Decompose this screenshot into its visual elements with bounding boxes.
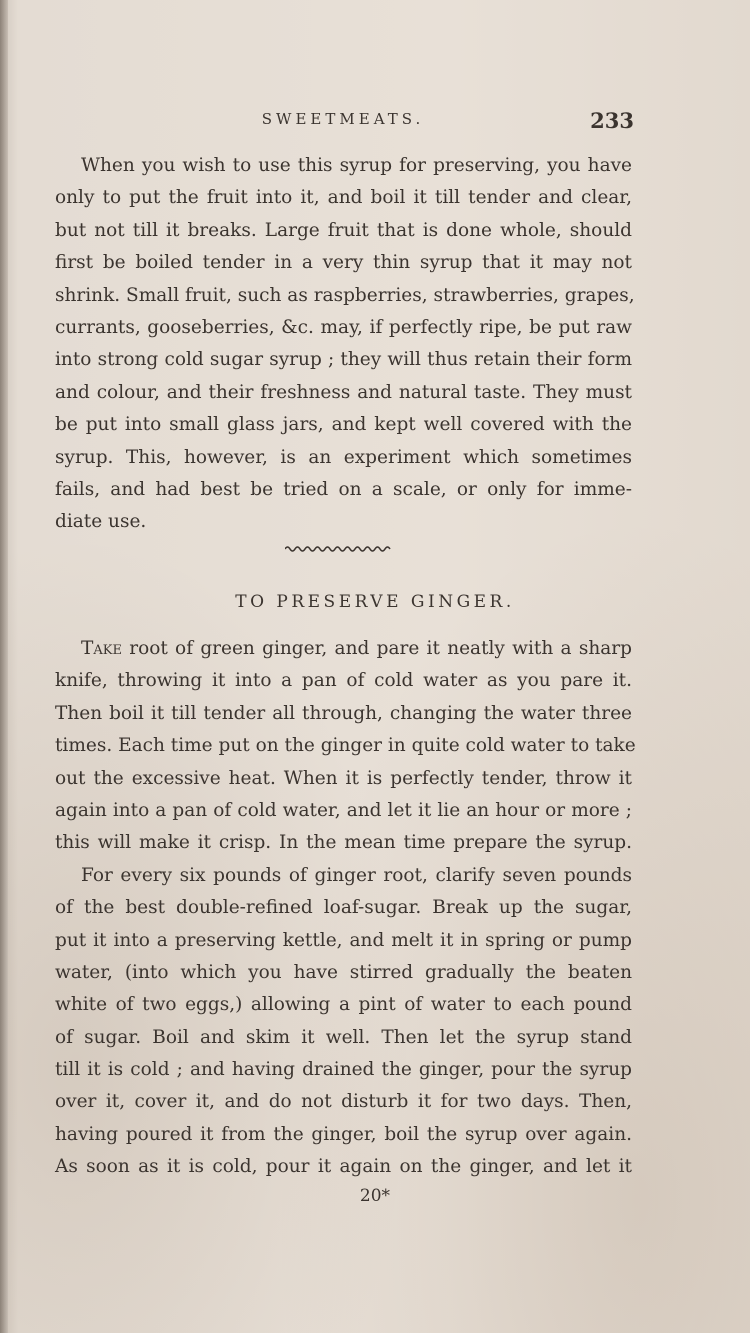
text-line: When you wish to use this syrup for preserving, you have [81, 155, 632, 176]
text-line: again into a pan of cold water, and let it lie an hour or more ; [55, 799, 632, 821]
section-divider-ornament [285, 544, 391, 554]
paragraph-syrup-use [55, 150, 635, 539]
section-title: TO PRESERVE GINGER. [235, 592, 515, 612]
text-line: of sugar. Boil and skim it well. Then let the syrup stand [55, 1026, 632, 1048]
text-line: currants, gooseberries, &c. may, if perfectly ripe, be put raw [55, 316, 632, 338]
text-line: into strong cold sugar syrup ; they will thus retain their form [55, 349, 632, 371]
text-line: Then boil it till tender all through, changing the water three [55, 702, 632, 724]
text-line: but not till it breaks. Large fruit that is done whole, should [55, 219, 632, 241]
signature-mark: 20* [359, 1186, 391, 1206]
text-line: times. Each time put on the ginger in quite cold water to take [55, 735, 636, 757]
text-line: knife, throwing it into a pan of cold water as you pare it. [55, 670, 632, 692]
text-line: shrink. Small fruit, such as raspberries, strawberries, grapes, [55, 284, 635, 306]
text-line: having poured it from the ginger, boil the syrup over again. [55, 1123, 632, 1145]
text-line: fails, and had best be tried on a scale, or only for imme- [55, 478, 632, 500]
text-line: diate use. [55, 511, 147, 533]
text-line: of the best double-refined loaf-sugar. Break up the sugar, [55, 897, 632, 919]
text-line: first be boiled tender in a very thin syrup that it may not [55, 252, 632, 274]
page-header [52, 108, 634, 136]
text-line: this will make it crisp. In the mean time prepare the syrup. [55, 832, 632, 854]
text-line-rest: root of green ginger, and pare it neatly with a sharp [121, 638, 632, 659]
text-line: put it into a preserving kettle, and melt it in spring or pump [55, 929, 632, 951]
text-line: syrup. This, however, is an experiment which sometimes [55, 446, 632, 468]
text-line: out the excessive heat. When it is perfectly tender, throw it [55, 767, 632, 789]
text-line: be put into small glass jars, and kept well covered with the [55, 414, 632, 436]
text-line: till it is cold ; and having drained the ginger, pour the syrup [55, 1059, 632, 1081]
text-line: white of two eggs,) allowing a pint of water to each pound [55, 994, 632, 1016]
text-line: water, (into which you have stirred gradually the beaten [55, 961, 632, 983]
page-number: 233 [590, 108, 634, 133]
text-line: over it, cover it, and do not disturb it for two days. Then, [55, 1091, 632, 1113]
text-line: As soon as it is cold, pour it again on the ginger, and let it [55, 1156, 632, 1178]
running-head: SWEETMEATS. [261, 110, 425, 128]
drop-word: Take [81, 638, 122, 659]
text-line: and colour, and their freshness and natural taste. They must [55, 381, 632, 403]
text-line [55, 633, 632, 665]
paragraph-ginger-preparation [55, 633, 636, 1184]
text-line: only to put the fruit into it, and boil it till tender and clear, [55, 187, 632, 209]
page-binding-edge [0, 0, 8, 1333]
text-line: For every six pounds of ginger root, clarify seven pounds [81, 864, 632, 886]
